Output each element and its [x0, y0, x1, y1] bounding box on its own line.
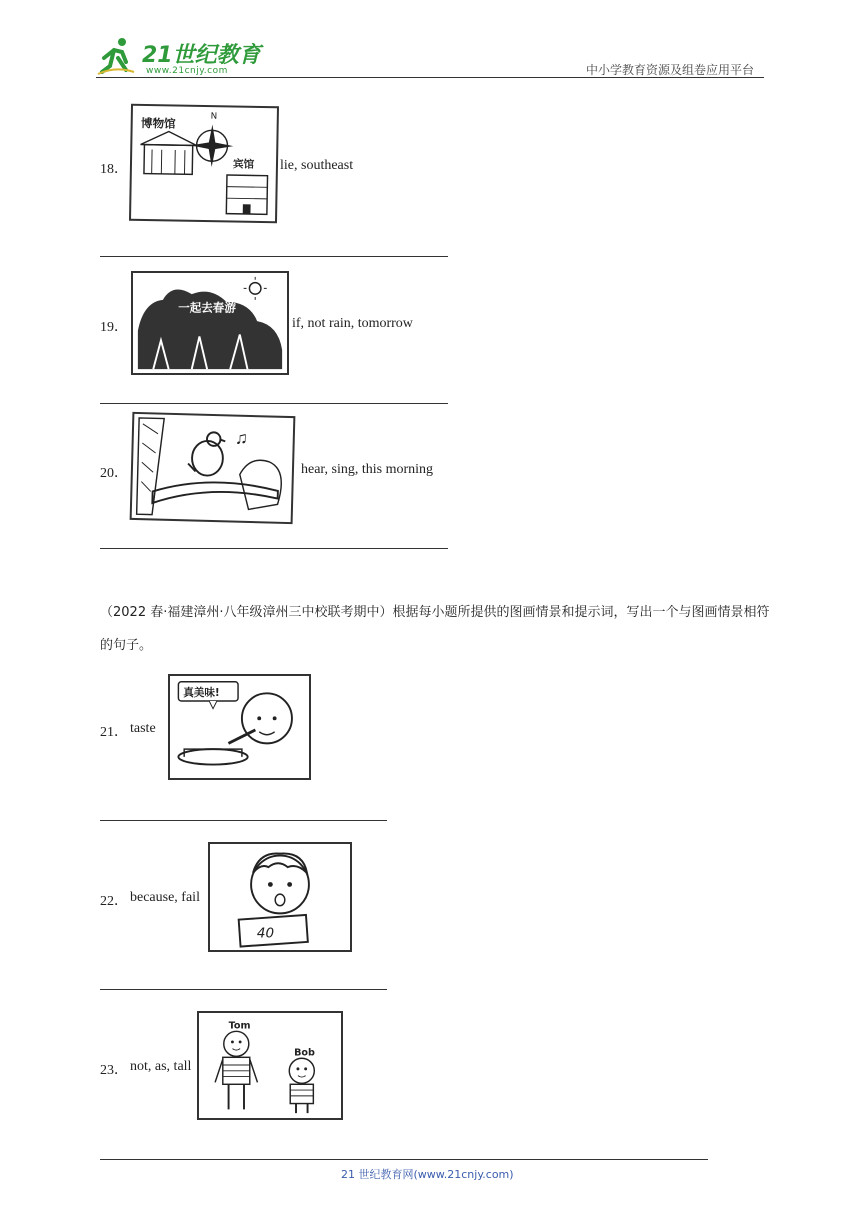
question-23-image — [197, 1011, 343, 1120]
question-number: 23． — [100, 1063, 128, 1078]
answer-line[interactable] — [100, 403, 448, 404]
question-number: 20． — [100, 466, 128, 481]
question-18-image — [129, 104, 279, 224]
answer-line[interactable] — [100, 548, 448, 549]
question-21-image — [168, 674, 311, 780]
answer-line[interactable] — [100, 820, 387, 821]
question-hint: because, fail — [130, 890, 200, 905]
question-20-image — [130, 412, 296, 524]
bob-label: Bob — [294, 1047, 315, 1059]
question-hint: if, not rain, tomorrow — [292, 316, 413, 331]
header-rule — [96, 77, 764, 78]
question-number: 19． — [100, 320, 128, 335]
question-number: 22． — [100, 894, 128, 909]
runner-logo-icon — [96, 36, 136, 76]
hotel-label: 宾馆 — [232, 157, 255, 171]
footer-link[interactable]: 21 世纪教育网(www.21cnjy.com) — [341, 1168, 514, 1181]
logo-url: www.21cnjy.com — [146, 66, 228, 76]
bird-icon — [188, 432, 226, 476]
footer-rule — [100, 1159, 708, 1160]
tom-label: Tom — [228, 1020, 251, 1032]
question-19-image — [131, 271, 289, 375]
girl-face — [242, 693, 292, 743]
section-instructions: （2022 春·福建漳州·八年级漳州三中校联考期中）根据每小题所提供的图画情景和提示词，写出一个与图画情景相符的句子。 — [100, 605, 770, 653]
music-note-icon: ♫ — [234, 428, 249, 448]
question-number: 21． — [100, 725, 128, 740]
question-hint: lie, southeast — [280, 158, 354, 173]
tom-figure — [215, 1031, 257, 1109]
bubble-text: 真美味! — [183, 687, 220, 700]
question-22-image — [208, 842, 352, 952]
answer-line[interactable] — [100, 256, 448, 257]
question-hint: hear, sing, this morning — [301, 462, 434, 477]
compass-icon — [190, 111, 233, 167]
platform-name: 中小学教育资源及组卷应用平台 — [585, 63, 754, 77]
bob-figure — [289, 1058, 314, 1113]
question-hint: not, as, tall — [130, 1059, 192, 1074]
question-hint: taste — [130, 721, 156, 736]
museum-label: 博物馆 — [140, 116, 176, 131]
question-number: 18． — [100, 162, 128, 177]
answer-line[interactable] — [100, 989, 387, 990]
sun-icon — [249, 283, 261, 295]
banner-label: 一起去春游 — [178, 300, 236, 315]
score-label: 40 — [256, 925, 275, 942]
logo-text: 21世纪教育 — [142, 43, 261, 68]
header-logo[interactable] — [96, 36, 266, 80]
svg-text:N: N — [210, 111, 218, 122]
